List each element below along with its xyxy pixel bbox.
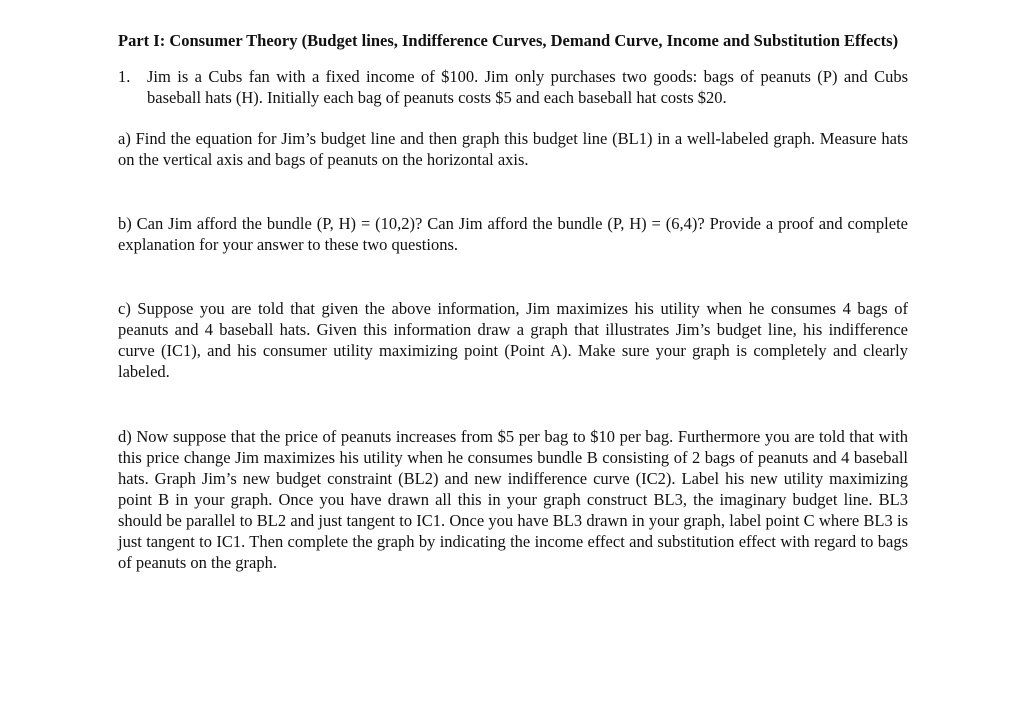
question-number: 1. <box>118 67 131 86</box>
question-text: Jim is a Cubs fan with a fixed income of $100. Jim only purchases two goods: bags of peanuts (P) and Cubs baseball hats (H). Initially each bag of peanuts costs $5 and each baseball hat costs $20. <box>147 67 908 107</box>
part-b-text: b) Can Jim afford the bundle (P, H) = (10,2)? Can Jim afford the bundle (P, H) = (6,4)? Provide a proof and complete explanation for your answer to these two questions. <box>118 214 908 254</box>
part-d-text: d) Now suppose that the price of peanuts increases from $5 per bag to $10 per bag. Furthermore you are told that with this price change Jim maximizes his utility when he consumes bundle B consisting of 2 bags of peanuts and 4 baseball hats. Graph Jim’s new budget constraint (BL2) and new indifference curve (IC2). Label his new utility maximizing point B in your graph. Once you have drawn all this in your graph construct BL3, the imaginary budget line. BL3 should be parallel to BL2 and just tangent to IC1. Once you have BL3 drawn in your graph, label point C where BL3 is just tangent to IC1. Then complete the graph by indicating the income effect and substitution effect with regard to bags of peanuts on the graph. <box>118 427 908 572</box>
question-1 <box>118 66 908 108</box>
part-c-text: c) Suppose you are told that given the above information, Jim maximizes his utility when he consumes 4 bags of peanuts and 4 baseball hats. Given this information draw a graph that illustrates Jim’s budget line, his indifference curve (IC1), and his consumer utility maximizing point (Point A). Make sure your graph is completely and clearly labeled. <box>118 299 908 381</box>
section-title: Part I: Consumer Theory (Budget lines, Indifference Curves, Demand Curve, Income and Substitution Effects) <box>118 31 899 50</box>
part-a-text: a) Find the equation for Jim’s budget line and then graph this budget line (BL1) in a well-labeled graph. Measure hats on the vertical axis and bags of peanuts on the horizontal axis. <box>118 129 908 169</box>
document-page <box>118 30 908 573</box>
